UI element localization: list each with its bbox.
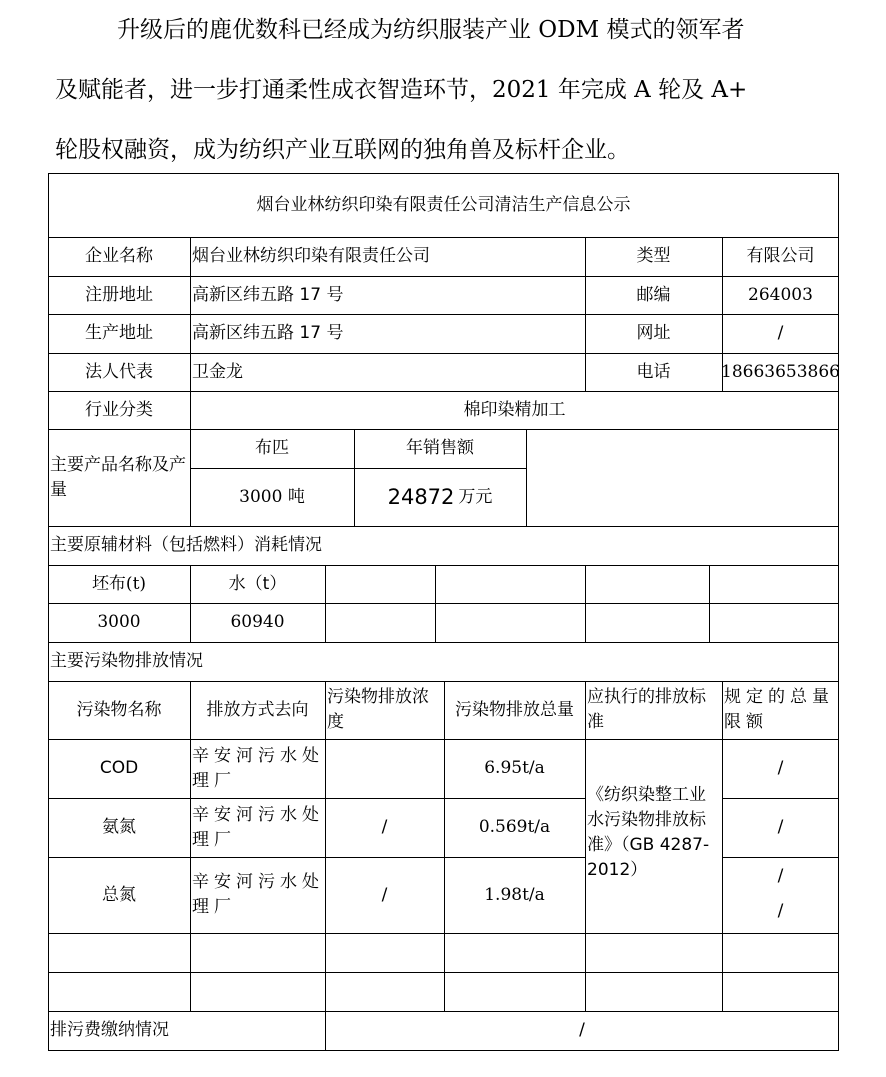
pollutants-section-title: 主要污染物排放情况 bbox=[50, 651, 203, 671]
registered-address-label: 注册地址 bbox=[85, 284, 153, 305]
pollutant-name: 氨氮 bbox=[102, 817, 136, 837]
pollutant-total: 0.569t/a bbox=[478, 817, 551, 837]
annual-sales-value: 24872 bbox=[387, 484, 455, 509]
material-value-water: 60940 bbox=[230, 612, 285, 632]
material-value-greige: 3000 bbox=[97, 612, 141, 632]
pollutant-concentration: / bbox=[381, 884, 388, 905]
legal-representative-label: 法人代表 bbox=[85, 361, 153, 382]
intro-paragraph bbox=[55, 0, 845, 180]
industry-label: 行业分类 bbox=[85, 399, 153, 420]
table-title: 烟台业林纺织印染有限责任公司清洁生产信息公示 bbox=[256, 194, 631, 215]
material-value-empty bbox=[709, 603, 839, 642]
material-value-empty bbox=[585, 603, 709, 642]
phone-value: 18663653866 bbox=[721, 361, 840, 382]
phone-label: 电话 bbox=[636, 361, 671, 382]
table-border bbox=[48, 1050, 839, 1051]
product-quantity: 3000 吨 bbox=[239, 486, 305, 507]
material-header-empty bbox=[325, 565, 435, 603]
pollutant-discharge: 辛安河污水处理厂 bbox=[192, 872, 324, 917]
pollutant-quota: / bbox=[777, 865, 784, 886]
pollutant-total: 6.95t/a bbox=[484, 758, 545, 778]
table-border bbox=[526, 429, 527, 526]
intro-line-2: 及赋能者，进一步打通柔性成衣智造环节，2021 年完成 A 轮及 A+ bbox=[55, 77, 748, 103]
pollutant-quota: / bbox=[777, 817, 784, 837]
material-header-empty bbox=[435, 565, 585, 603]
pollutant-header-total: 污染物排放总量 bbox=[455, 699, 574, 720]
pollutant-header-standard: 应执行的排放标准 bbox=[587, 687, 706, 732]
material-header-empty bbox=[709, 565, 839, 603]
intro-line-1: 升级后的鹿优数科已经成为纺织服装产业 ODM 模式的领军者 bbox=[117, 17, 745, 43]
pollutant-name: COD bbox=[99, 758, 139, 778]
pollutant-quota-extra: / bbox=[777, 900, 784, 921]
product-name-header: 布匹 bbox=[255, 438, 289, 458]
registered-address-value: 高新区纬五路 17 号 bbox=[192, 284, 344, 305]
material-value-empty bbox=[325, 603, 435, 642]
pollutant-header-concentration: 污染物排放浓度 bbox=[327, 687, 429, 732]
pollutant-quota: / bbox=[777, 758, 784, 778]
annual-sales-header: 年销售额 bbox=[406, 438, 474, 458]
company-type-label: 类型 bbox=[636, 246, 671, 266]
pollutant-total: 1.98t/a bbox=[484, 884, 545, 905]
postcode-value: 264003 bbox=[748, 284, 813, 305]
pollutant-discharge: 辛安河污水处理厂 bbox=[192, 804, 324, 850]
info-disclosure-table bbox=[48, 173, 839, 1051]
company-name-label: 企业名称 bbox=[85, 246, 153, 266]
intro-line-3: 轮股权融资，成为纺织产业互联网的独角兽及标杆企业。 bbox=[55, 137, 630, 163]
postcode-label: 邮编 bbox=[636, 284, 671, 305]
fee-payment-value: / bbox=[579, 1020, 585, 1040]
material-header-water: 水（t） bbox=[228, 573, 287, 594]
pollutant-discharge: 辛安河污水处理厂 bbox=[192, 745, 324, 791]
pollutant-concentration bbox=[325, 739, 444, 798]
production-address-value: 高新区纬五路 17 号 bbox=[192, 323, 344, 343]
discharge-standard: 《纺织染整工业水污染物排放标准》（GB 4287-2012） bbox=[587, 785, 710, 880]
pollutant-header-discharge: 排放方式去向 bbox=[206, 699, 309, 720]
pollutant-concentration: / bbox=[381, 817, 388, 837]
pollutant-header-quota: 规定的总量限额 bbox=[724, 687, 834, 732]
main-products-label: 主要产品名称及产量 bbox=[50, 454, 186, 500]
website-value: / bbox=[777, 323, 784, 343]
legal-representative-value: 卫金龙 bbox=[192, 361, 243, 382]
materials-section-title: 主要原辅材料（包括燃料）消耗情况 bbox=[50, 535, 322, 555]
material-header-empty bbox=[585, 565, 709, 603]
material-value-empty bbox=[435, 603, 585, 642]
company-type-value: 有限公司 bbox=[746, 246, 815, 266]
material-header-greige: 坯布(t) bbox=[91, 573, 147, 594]
fee-payment-label: 排污费缴纳情况 bbox=[50, 1020, 169, 1040]
company-name-value: 烟台业林纺织印染有限责任公司 bbox=[192, 246, 430, 266]
pollutant-header-name: 污染物名称 bbox=[76, 699, 162, 720]
production-address-label: 生产地址 bbox=[85, 323, 153, 343]
pollutant-name: 总氮 bbox=[102, 884, 136, 905]
annual-sales-unit: 万元 bbox=[458, 486, 493, 507]
annual-sales-cell bbox=[354, 468, 526, 526]
industry-value: 棉印染精加工 bbox=[463, 399, 566, 420]
website-label: 网址 bbox=[636, 323, 671, 343]
